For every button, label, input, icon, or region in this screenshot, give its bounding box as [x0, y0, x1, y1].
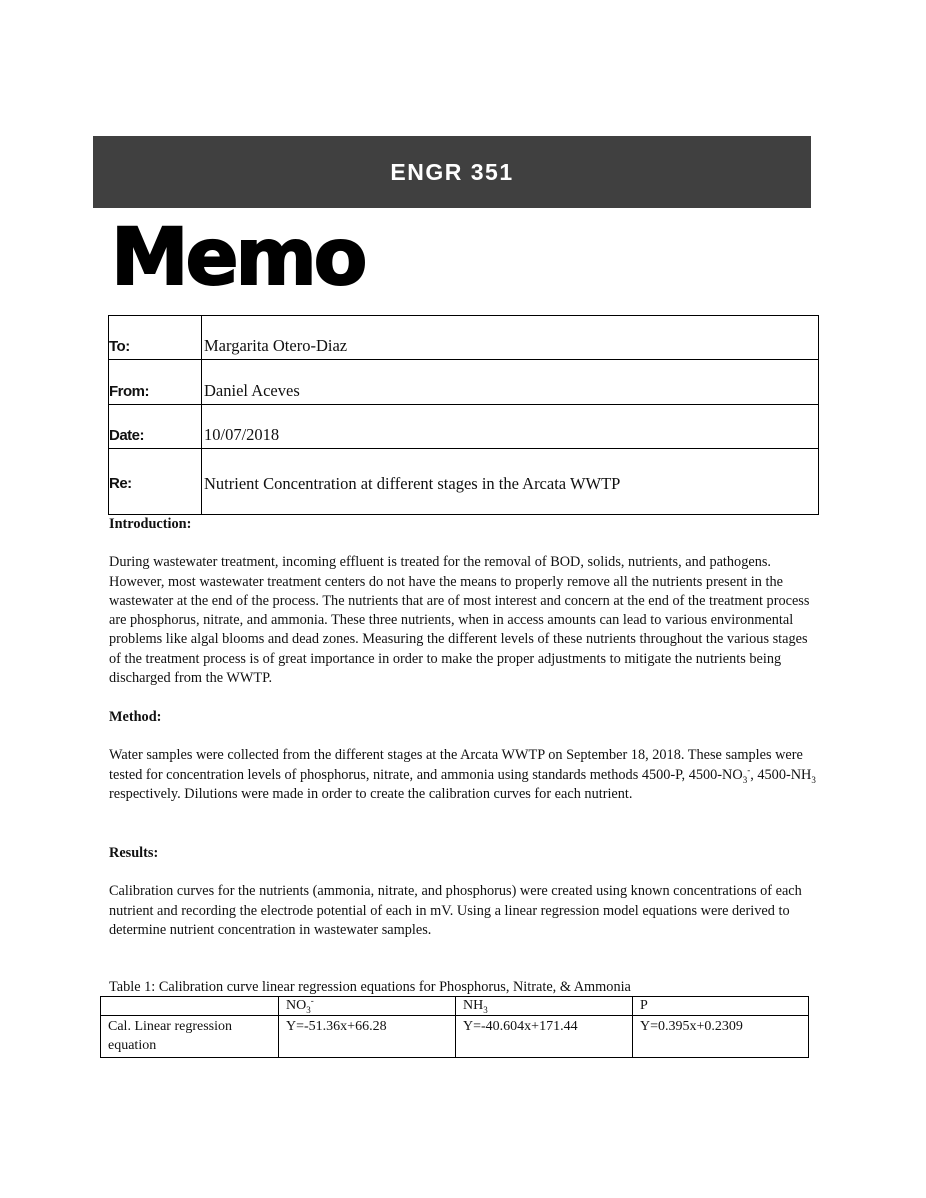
introduction-section [109, 515, 819, 688]
memo-title: Memo [111, 213, 365, 303]
header-row-to [109, 316, 819, 360]
introduction-paragraph: During wastewater treatment, incoming effluent is treated for the removal of BOD, solids, nutrients, and pathogens. However, most wastewater treatment centers do not have the means to properly remove all the nutrients present in the wastewater at the end of the process. The nutrients that are of most interest and concern at the end of the treatment process are phosphorus, nitrate, and ammonia. These three nutrients, when in access amounts can lead to various environmental problems like algal blooms and dead zones. Measuring the different levels of these nutrients throughout the various stages of the treatment process is of great importance in order to make the proper adjustments to mitigate the nutrients being discharged from the WWTP. [109, 554, 810, 687]
to-label: To: [109, 316, 202, 360]
results-paragraph: Calibration curves for the nutrients (ammonia, nitrate, and phosphorus) were created using known concentrations of each nutrient and recording the electrode potential of each in mV. Using a linear regression model equations were derived to determine nutrient concentration in wastewater samples. [109, 883, 802, 938]
header-row-from [109, 360, 819, 405]
header-no3: $NO_3^-$ [279, 997, 456, 1016]
header-empty-cell [101, 997, 279, 1016]
introduction-heading: Introduction: [109, 516, 192, 532]
calibration-header-row [101, 997, 809, 1016]
to-value: Margarita Otero-Diaz [202, 316, 819, 360]
method-heading: Method: [109, 709, 162, 725]
date-value: 10/07/2018 [202, 405, 819, 449]
method-text-before: Water samples were collected from the different stages at the Arcata WWTP on September 18, 2018. These samples were tested for concentration levels of phosphorus, nitrate, and ammonia using standards methods 4500-P, 4500-NO [109, 747, 803, 783]
results-section [109, 844, 819, 940]
from-label: From: [109, 360, 202, 405]
memo-header-table [108, 315, 819, 515]
equation-no3: Y=-51.36x+66.28 [279, 1016, 456, 1058]
row-label: Cal. Linear regression equation [101, 1016, 279, 1058]
method-text-after: respectively. Dilutions were made in order to create the calibration curves for each nutrient. [109, 785, 633, 802]
nh3-subscript: 3 [811, 774, 816, 785]
date-label: Date: [109, 405, 202, 449]
calibration-equation-row [101, 1016, 809, 1058]
results-heading: Results: [109, 845, 159, 861]
no3-subscript: 3 [742, 774, 748, 785]
calibration-table [100, 996, 809, 1058]
header-nh3: $NH_3$ [456, 997, 633, 1016]
equation-nh3: Y=-40.604x+171.44 [456, 1016, 633, 1058]
header-row-date [109, 405, 819, 449]
re-label: Re: [109, 449, 202, 515]
method-text-middle: , 4500-NH [750, 766, 812, 783]
course-title: ENGR 351 [390, 158, 514, 185]
table1-caption: Table 1: Calibration curve linear regression equations for Phosphorus, Nitrate, & Ammonia [109, 979, 631, 995]
method-paragraph [109, 746, 819, 804]
header-p: P [633, 997, 809, 1016]
re-value: Nutrient Concentration at different stages in the Arcata WWTP [202, 449, 819, 515]
method-section [109, 708, 819, 804]
no3-superscript: - [747, 764, 751, 775]
header-row-re [109, 449, 819, 515]
course-banner [93, 136, 811, 208]
from-value: Daniel Aceves [202, 360, 819, 405]
equation-p: Y=0.395x+0.2309 [633, 1016, 809, 1058]
